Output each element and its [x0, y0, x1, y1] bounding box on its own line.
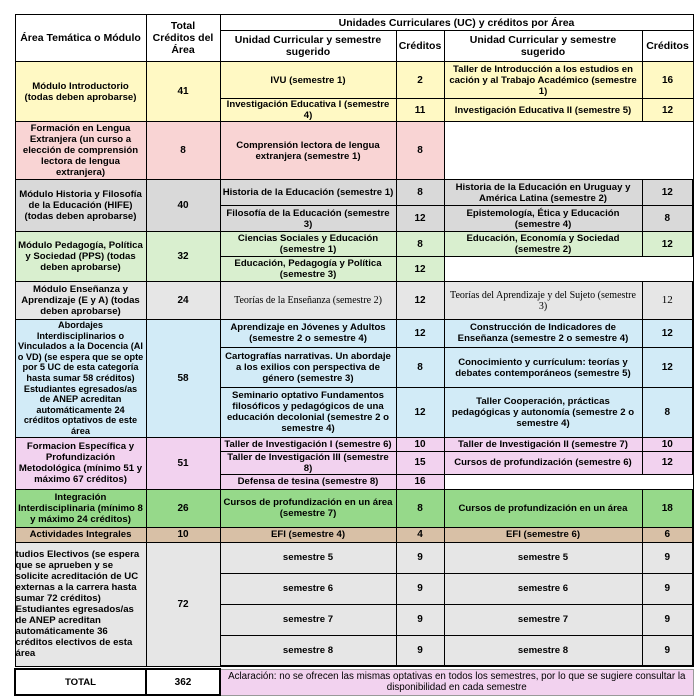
area-efi: Actividades Integrales	[15, 527, 146, 542]
header-cred-col-2: Créditos	[642, 31, 693, 62]
uc-intro-2a: Taller de Introducción a los estudios en cación y al Trabajo Académico (semestre 1)	[444, 62, 642, 99]
uc-efi-1: EFI (semestre 4)	[220, 527, 396, 542]
uc-intro-2b: Investigación Educativa II (semestre 5)	[444, 99, 642, 122]
area-formacion: Formacion Específica y Profundización Metodológica (mínimo 51 y máximo 67 créditos)	[15, 437, 146, 489]
total-value: 362	[146, 669, 220, 695]
uc-formacion-1a: Taller de Investigación I (semestre 6)	[220, 437, 396, 451]
uc-ea-1: Teorías de la Enseñanza (semestre 2)	[220, 282, 396, 320]
total-label: TOTAL	[15, 669, 146, 695]
cred-formacion-2b: 12	[642, 451, 693, 474]
uc-pps-2a: Educación, Economía y Sociedad (semestre 2)	[444, 232, 642, 257]
total-electivos: 72	[146, 542, 220, 666]
cred-formacion-1b: 15	[396, 451, 444, 474]
area-integ: Integración Interdisciplinaria (mínimo 8 y máximo 24 créditos)	[15, 489, 146, 527]
uc-intro-1b: Investigación Educativa I (semestre 4)	[220, 99, 396, 122]
cred-formacion-1a: 10	[396, 437, 444, 451]
aclaracion-note: Aclaración: no se ofrecen las mismas optativas en todos los semestres, por lo que se sugiere consultar la disponibilidad en cada semestre	[220, 669, 693, 695]
cred-electivos-2d: 9	[642, 635, 693, 666]
cred-pps-2a: 12	[642, 232, 693, 257]
cred-formacion-1c: 16	[396, 474, 444, 489]
cred-hife-2b: 8	[642, 206, 693, 232]
area-ea: Módulo Enseñanza y Aprendizaje (E y A) (todas deben aprobarse)	[15, 282, 146, 320]
cred-efi-1: 4	[396, 527, 444, 542]
total-integ: 26	[146, 489, 220, 527]
cred-formacion-2a: 10	[642, 437, 693, 451]
uc-hife-1b: Filosofía de la Educación (semestre 3)	[220, 206, 396, 232]
total-pps: 32	[146, 232, 220, 282]
uc-intro-1a: IVU (semestre 1)	[220, 62, 396, 99]
cred-integ-2: 18	[642, 489, 693, 527]
cred-hife-1b: 12	[396, 206, 444, 232]
header-uc-col-2: Unidad Curricular y semestre sugerido	[444, 31, 642, 62]
total-hife: 40	[146, 180, 220, 232]
uc-hife-2a: Historia de la Educación en Uruguay y América Latina (semestre 2)	[444, 180, 642, 206]
uc-formacion-1b: Taller de Investigación III (semestre 8)	[220, 451, 396, 474]
total-lengua: 8	[146, 122, 220, 180]
uc-interd-1a: Aprendizaje en Jóvenes y Adultos (semestre 2 o semestre 4)	[220, 320, 396, 348]
cred-electivos-1d: 9	[396, 635, 444, 666]
cred-interd-2a: 12	[642, 320, 693, 348]
cred-lengua-1: 8	[396, 122, 444, 180]
uc-pps-1b: Educación, Pedagogía y Política (semestre 3)	[220, 257, 396, 282]
header-cred-col-1: Créditos	[396, 31, 444, 62]
cred-electivos-2a: 9	[642, 542, 693, 573]
area-lengua: Formación en Lengua Extranjera (un curso a elección de comprensión lectora de lengua extranjera)	[15, 122, 146, 180]
cred-intro-1a: 2	[396, 62, 444, 99]
uc-integ-2: Cursos de profundización en un área	[444, 489, 642, 527]
total-interd: 58	[146, 320, 220, 438]
uc-electivos-1b: semestre 6	[220, 573, 396, 604]
total-efi: 10	[146, 527, 220, 542]
uc-interd-2b: Conocimiento y currículum: teorías y debates contemporáneos (semestre 5)	[444, 347, 642, 388]
cred-electivos-2c: 9	[642, 604, 693, 635]
uc-lengua-1: Comprensión lectora de lengua extranjera (semestre 1)	[220, 122, 396, 180]
uc-hife-1a: Historia de la Educación (semestre 1)	[220, 180, 396, 206]
header-area: Área Temática o Módulo	[15, 15, 146, 62]
header-total: Total Créditos del Área	[146, 15, 220, 62]
cred-pps-1b: 12	[396, 257, 444, 282]
area-pps: Módulo Pedagogía, Política y Sociedad (PPS) (todas deben aprobarse)	[15, 232, 146, 282]
cred-electivos-1b: 9	[396, 573, 444, 604]
uc-electivos-1c: semestre 7	[220, 604, 396, 635]
cred-electivos-1c: 9	[396, 604, 444, 635]
cred-efi-2: 6	[642, 527, 693, 542]
cred-intro-2b: 12	[642, 99, 693, 122]
uc-interd-1b: Cartografías narrativas. Un abordaje a los exilios con perspectiva de género (semestre 3)	[220, 347, 396, 388]
uc-formacion-2b: Cursos de profundización (semestre 6)	[444, 451, 642, 474]
empty-lengua	[444, 122, 693, 180]
header-uc-col-1: Unidad Curricular y semestre sugerido	[220, 31, 396, 62]
uc-electivos-2c: semestre 7	[444, 604, 642, 635]
area-electivos: tudios Electivos (se espera que se aprueben y se solicite acreditación de UC externas a la carrera hasta sumar 72 créditos) Estudiantes egresados/as de ANEP acreditan automáticamente 36 créditos electivos de esta área	[15, 542, 146, 666]
area-interd: Abordajes Interdisciplinarios o Vinculados a la Docencia (AI o VD) (se espera que se opte por 5 UC de esta categoría hasta sumar 58 créditos) Estudiantes egresados/as de ANEP acreditan automáticamente 24 créditos optativos de este área	[15, 320, 146, 438]
uc-ea-2: Teorías del Aprendizaje y del Sujeto (semestre 3)	[444, 282, 642, 320]
cred-intro-1b: 11	[396, 99, 444, 122]
cred-interd-2c: 8	[642, 388, 693, 437]
cred-interd-2b: 12	[642, 347, 693, 388]
cred-hife-1a: 8	[396, 180, 444, 206]
cred-interd-1a: 12	[396, 320, 444, 348]
header-uc-title: Unidades Curriculares (UC) y créditos por Área	[220, 15, 693, 31]
area-intro: Módulo Introductorio (todas deben aprobarse)	[15, 62, 146, 122]
cred-ea-2: 12	[642, 282, 693, 320]
empty-formacion	[444, 474, 693, 489]
cred-integ-1: 8	[396, 489, 444, 527]
cred-ea-1: 12	[396, 282, 444, 320]
area-hife: Módulo Historia y Filosofía de la Educación (HIFE) (todas deben aprobarse)	[15, 180, 146, 232]
cred-pps-1a: 8	[396, 232, 444, 257]
empty-pps	[444, 257, 693, 282]
cred-intro-2a: 16	[642, 62, 693, 99]
cred-interd-1b: 8	[396, 347, 444, 388]
uc-electivos-2b: semestre 6	[444, 573, 642, 604]
cred-hife-2a: 12	[642, 180, 693, 206]
uc-electivos-2d: semestre 8	[444, 635, 642, 666]
total-intro: 41	[146, 62, 220, 122]
uc-electivos-1a: semestre 5	[220, 542, 396, 573]
cred-electivos-1a: 9	[396, 542, 444, 573]
uc-efi-2: EFI (semestre 6)	[444, 527, 642, 542]
uc-formacion-1c: Defensa de tesina (semestre 8)	[220, 474, 396, 489]
uc-hife-2b: Epistemología, Ética y Educación (semestre 4)	[444, 206, 642, 232]
cred-interd-1c: 12	[396, 388, 444, 437]
uc-pps-1a: Ciencias Sociales y Educación (semestre 1)	[220, 232, 396, 257]
uc-electivos-2a: semestre 5	[444, 542, 642, 573]
uc-integ-1: Cursos de profundización en un área (semestre 7)	[220, 489, 396, 527]
total-ea: 24	[146, 282, 220, 320]
uc-electivos-1d: semestre 8	[220, 635, 396, 666]
cred-electivos-2b: 9	[642, 573, 693, 604]
total-formacion: 51	[146, 437, 220, 489]
uc-interd-2a: Construcción de Indicadores de Enseñanza (semestre 2 o semestre 4)	[444, 320, 642, 348]
uc-formacion-2a: Taller de Investigación II (semestre 7)	[444, 437, 642, 451]
credits-table	[14, 14, 694, 696]
uc-interd-2c: Taller Cooperación, prácticas pedagógicas y autonomía (semestre 2 o semestre 4)	[444, 388, 642, 437]
uc-interd-1c: Seminario optativo Fundamentos filosóficos y pedagógicos de una educación decolonial (semestre 2 o semestre 4)	[220, 388, 396, 437]
